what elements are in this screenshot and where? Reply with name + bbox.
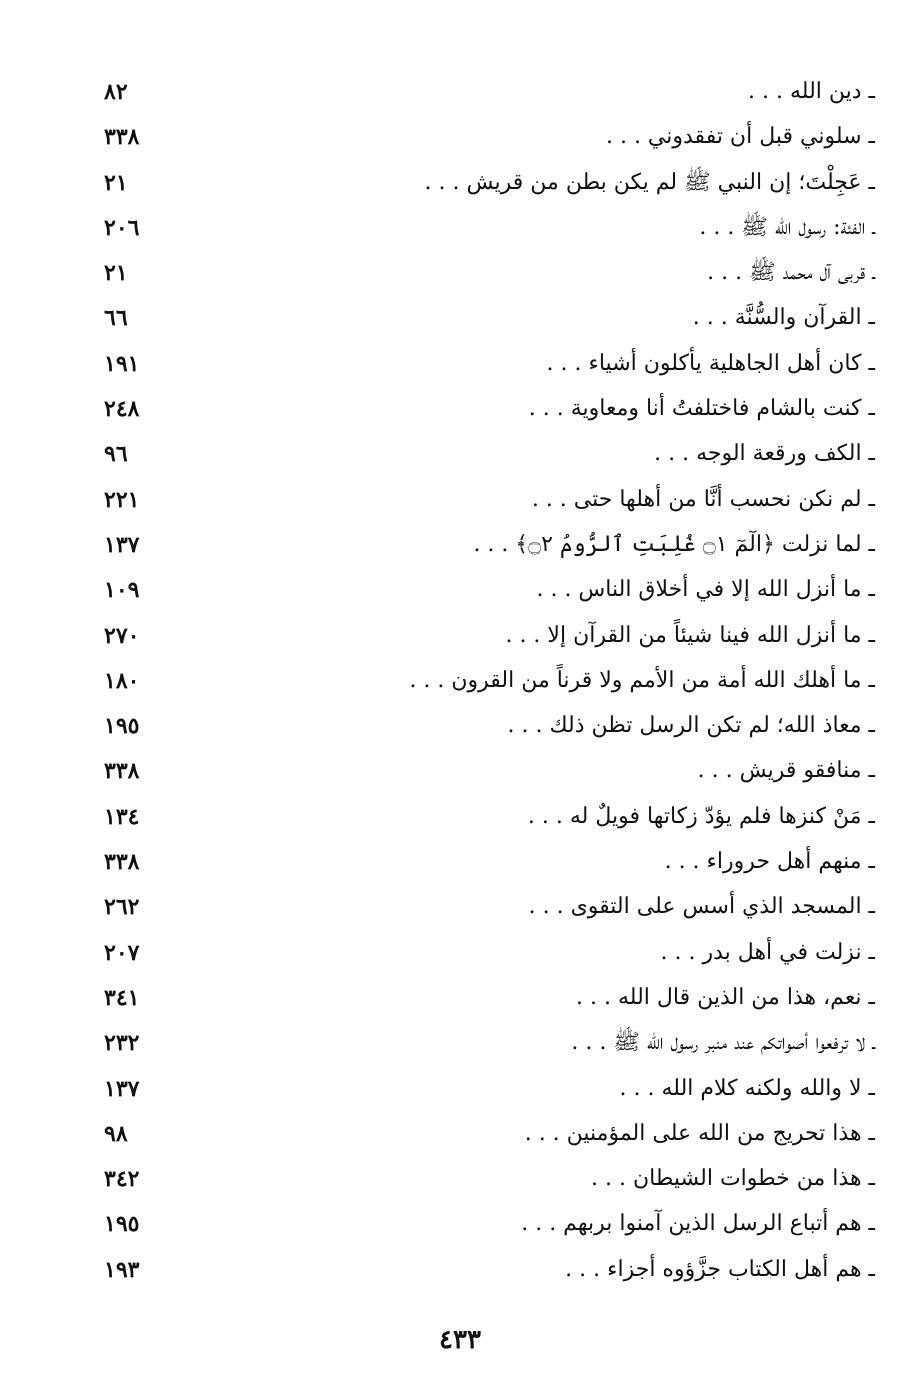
index-entry	[0, 252, 920, 297]
entry-text: ـ منافقو قريش . . .	[697, 758, 875, 784]
entry-page-number: ١٩٥	[104, 713, 140, 740]
entry-text: ـ لما نزلت ﴿الٓمٓ ۝١ غُلِبَتِ ٱلرُّومُ ۝٢﴾ . . .	[473, 531, 875, 557]
entry-text: ـ كان أهل الجاهلية يأكلون أشياء . . .	[546, 350, 875, 376]
entry-page-number: ٢٠٦	[104, 214, 140, 241]
entry-page-number: ٦٦	[104, 305, 128, 332]
entry-text: ـ مَنْ كنزها فلم يؤدّ زكاتها فويلٌ له . . .	[527, 803, 875, 829]
entry-text: ـ لا والله ولكنه كلام الله . . .	[619, 1075, 875, 1101]
entry-page-number: ١٩٣	[104, 1256, 140, 1283]
entry-page-number: ٢٣٢	[104, 1030, 140, 1057]
entry-page-number: ٢٧٠	[104, 622, 140, 649]
index-entry	[0, 841, 920, 886]
entry-page-number: ٢٤٨	[104, 396, 140, 423]
index-entry	[0, 1068, 920, 1113]
entry-text: ـ ما أهلك الله أمة من الأمم ولا قرناً من القرون . . .	[409, 667, 875, 693]
index-entry	[0, 524, 920, 569]
entry-page-number: ١٩٥	[104, 1211, 140, 1238]
entry-text: ـ لم نكن نحسب أنَّا من أهلها حتى . . .	[531, 486, 875, 512]
index-entry	[0, 71, 920, 116]
index-entry	[0, 932, 920, 977]
index-entry	[0, 1113, 920, 1158]
entry-text: ـ كنت بالشام فاختلفتُ أنا ومعاوية . . .	[528, 396, 875, 422]
index-entry	[0, 479, 920, 524]
entry-text: ـ ما أنزل الله إلا في أخلاق الناس . . .	[536, 577, 875, 603]
index-entry	[0, 796, 920, 841]
entry-text: ـ نعم، هذا من الذين قال الله . . .	[576, 984, 875, 1010]
entry-text: ـ نزلت في أهل بدر . . .	[660, 939, 875, 965]
entry-page-number: ٨٢	[104, 79, 128, 105]
index-entry	[0, 1022, 920, 1067]
entry-text: ـ لا ترفعوا أصواتكم عند منبر رسول الله ﷺ . . .	[571, 1030, 875, 1056]
index-entry	[0, 207, 920, 252]
entry-page-number: ١٨٠	[104, 667, 140, 694]
index-entry	[0, 705, 920, 750]
index-entry	[0, 343, 920, 388]
entry-page-number: ١٣٧	[104, 1075, 140, 1102]
entry-text: ـ هم أهل الكتاب جزَّؤوه أجزاء . . .	[565, 1256, 875, 1282]
entry-text: ـ هذا من خطوات الشيطان . . .	[591, 1166, 875, 1192]
entry-page-number: ١٠٩	[104, 577, 140, 604]
index-entry	[0, 615, 920, 660]
entry-text: ـ القرآن والسُّنَّة . . .	[692, 305, 875, 331]
entry-page-number: ٢١	[104, 260, 128, 287]
entry-page-number: ٢٢١	[104, 486, 140, 513]
index-entry	[0, 116, 920, 161]
entry-text: ـ الكف ورقعة الوجه . . .	[654, 441, 875, 467]
page-number: ٤٣٣	[439, 1325, 481, 1355]
index-list	[0, 71, 920, 1294]
entry-page-number: ٣٤٢	[104, 1166, 140, 1193]
index-entry	[0, 660, 920, 705]
entry-text: ـ معاذ الله؛ لم تكن الرسل تظن ذلك . . .	[507, 713, 875, 739]
entry-page-number: ٢٠٧	[104, 939, 140, 966]
index-entry	[0, 886, 920, 931]
entry-page-number: ٣٣٨	[104, 758, 140, 785]
entry-text: ـ ما أنزل الله فينا شيئاً من القرآن إلا . . .	[505, 622, 875, 648]
entry-page-number: ٩٨	[104, 1120, 128, 1147]
index-entry	[0, 162, 920, 207]
entry-text: ـ المسجد الذي أسس على التقوى . . .	[528, 894, 875, 920]
entry-text: ـ قربى آل محمد ﷺ . . .	[707, 260, 875, 286]
entry-text: ـ منهم أهل حروراء . . .	[664, 849, 875, 875]
index-entry	[0, 977, 920, 1022]
entry-text: ـ دين الله . . .	[748, 79, 875, 104]
entry-page-number: ٢١	[104, 169, 128, 196]
index-entry	[0, 388, 920, 433]
index-entry	[0, 297, 920, 342]
index-entry	[0, 1203, 920, 1248]
entry-text: ـ عَجِلْتَ؛ إن النبي ﷺ لم يكن بطن من قريش . . .	[424, 169, 875, 195]
index-entry	[0, 433, 920, 478]
index-entry	[0, 569, 920, 614]
entry-page-number: ٣٤١	[104, 984, 140, 1011]
entry-page-number: ٩٦	[104, 441, 128, 468]
entry-page-number: ١٩١	[104, 350, 140, 377]
entry-text: ـ سلوني قبل أن تفقدوني . . .	[605, 124, 875, 150]
entry-page-number: ٣٣٨	[104, 849, 140, 876]
index-entry	[0, 750, 920, 795]
entry-page-number: ٣٣٨	[104, 124, 140, 151]
index-entry	[0, 1158, 920, 1203]
entry-text: ـ هذا تحريج من الله على المؤمنين . . .	[524, 1120, 875, 1146]
entry-page-number: ١٣٧	[104, 531, 140, 558]
entry-page-number: ١٣٤	[104, 803, 140, 830]
index-entry	[0, 1249, 920, 1294]
entry-text: ـ هم أتباع الرسل الذين آمنوا بربهم . . .	[521, 1211, 875, 1237]
entry-page-number: ٢٦٢	[104, 894, 140, 921]
entry-text: ـ الفئة: رسول الله ﷺ . . .	[699, 214, 875, 240]
